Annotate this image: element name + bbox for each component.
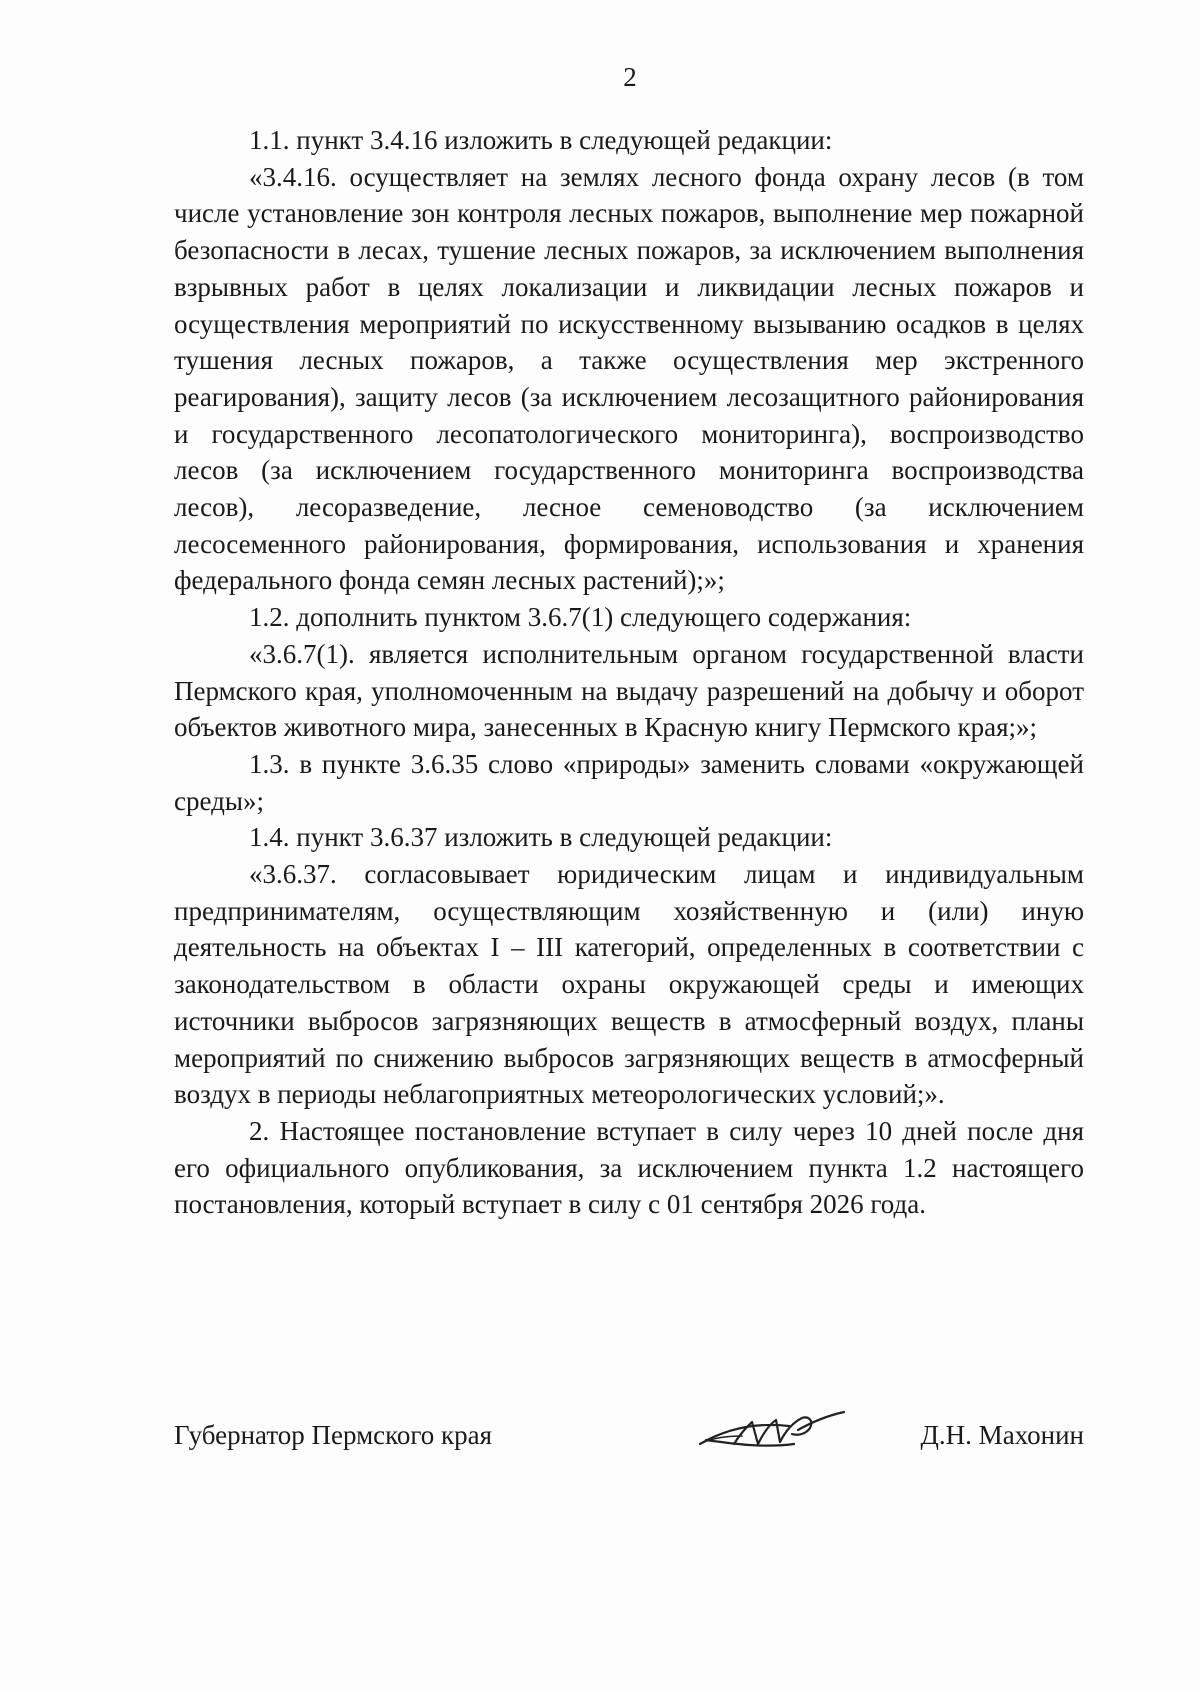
paragraph-3-4-16: «3.4.16. осуществляет на землях лесного фонда охрану лесов (в том числе установление зон контроля лесных пожаров, выполнение мер пожарной безопасности в лесах, тушение лесных пожаров, за исключением выполнения взрывных работ в целях локализации и ликвидации лесных пожаров и осуществления мероприятий по искусственному вызыванию осадков в целях тушения лесных пожаров, а также осуществления мер экстренного реагирования), защиту лесов (за исключением лесозащитного районирования и государственного лесопатологического мониторинга), воспроизводство лесов (за исключением государственного мониторинга воспроизводства лесов), лесоразведение, лесное семеноводство (за исключением лесосеменного районирования, формирования, использования и хранения федерального фонда семян лесных растений);»; — [174, 161, 1084, 596]
paragraph-1-3: 1.3. в пункте 3.6.35 слово «природы» заменить словами «окружающей среды»; — [174, 748, 1084, 816]
paragraph-3-6-7-1: «3.6.7(1). является исполнительным органом государственной власти Пермского края, уполномоченным на выдачу разрешений на добычу и оборот объектов животного мира, занесенных в Красную книгу Пермского края;»; — [174, 638, 1084, 743]
signature-block — [174, 1400, 1084, 1460]
signatory-name: Д.Н. Махонин — [920, 1420, 1084, 1450]
signatory-position: Губернатор Пермского края — [174, 1420, 493, 1450]
paragraph-1-4: 1.4. пункт 3.6.37 изложить в следующей редакции: — [249, 822, 833, 853]
page-number: 2 — [623, 62, 637, 92]
handwritten-signature-icon — [694, 1400, 854, 1460]
document-body — [174, 122, 1084, 1223]
paragraph-2: 2. Настоящее постановление вступает в силу через 10 дней после дня его официального опубликования, за исключением пункта 1.2 настоящего постановления, который вступает в силу с 01 сентября 2026 года. — [174, 1115, 1084, 1220]
paragraph-3-6-37: «3.6.37. согласовывает юридическим лицам и индивидуальным предпринимателям, осуществляющим хозяйственную и (или) иную деятельность на объектах I – III категорий, определенных в соответствии с законодательством в области охраны окружающей среды и имеющих источники выбросов загрязняющих веществ в атмосферный воздух, планы мероприятий по снижению выбросов загрязняющих веществ в атмосферный воздух в периоды неблагоприятных метеорологических условий;». — [174, 859, 1084, 1110]
paragraph-1-2: 1.2. дополнить пунктом 3.6.7(1) следующего содержания: — [249, 602, 912, 633]
paragraph-1-1: 1.1. пункт 3.4.16 изложить в следующей редакции: — [249, 125, 833, 155]
